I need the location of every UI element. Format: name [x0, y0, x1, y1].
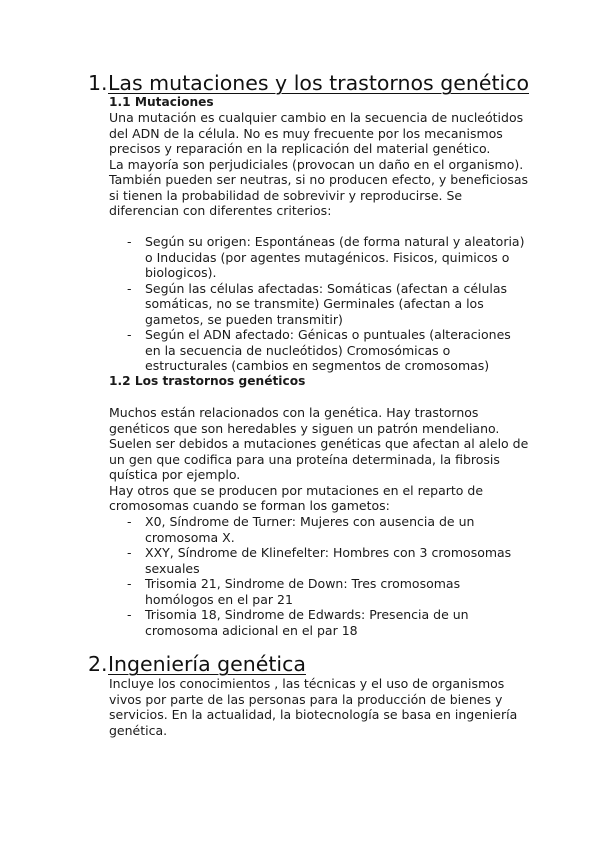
list-item-text: X0, Síndrome de Turner: Mujeres con ausencia de un cromosoma X.: [145, 514, 475, 545]
subsection-1-2-title: 1.2 Los trastornos genéticos: [109, 374, 306, 388]
list-item-text: Según su origen: Espontáneas (de forma natural y aleatoria) o Inducidas (por agentes mutagénicos. Fisicos, quimicos o biologicos).: [145, 234, 525, 280]
list-item: - Según el ADN afectado: Génicas o puntuales (alteraciones en la secuencia de nucleótidos) Cromosómicas o estructurales (cambios en segmentos de cromosomas): [127, 327, 511, 373]
paragraph: Incluye los conocimientos , las técnicas y el uso de organismos vivos por parte de las personas para la producción de bienes y servicios. En la actualidad, la biotecnología se basa en ingeniería genética.: [109, 676, 518, 738]
section-2-title: Ingeniería genética: [108, 652, 306, 676]
subsection-1-1-title: 1.1 Mutaciones: [109, 95, 214, 109]
paragraph: Muchos están relacionados con la genética. Hay trastornos genéticos que son heredables y siguen un patrón mendeliano. Suelen ser debidos a mutaciones genéticas que afectan al alelo de un gen que codifica para una proteína determinada, la fibrosis quística por ejemplo.: [109, 405, 529, 482]
section-1-heading: [88, 71, 529, 95]
paragraph: Una mutación es cualquier cambio en la secuencia de nucleótidos del ADN de la célula. No es muy frecuente por los mecanismos precisos y reparación en la replicación del material genético.: [109, 110, 524, 156]
list-item-text: Según las células afectadas: Somáticas (afectan a células somáticas, no se transmite) Germinales (afectan a los gametos, se pueden transmitir): [145, 280, 508, 327]
section-2-heading: [88, 652, 306, 676]
section-2-number: 2.: [88, 652, 108, 676]
section-2-text: [109, 676, 529, 738]
list-item-text: Trisomia 18, Sindrome de Edwards: Presencia de un cromosoma adicional en el par 18: [145, 607, 469, 638]
mutation-criteria-list: [109, 234, 529, 374]
list-item: - XXY, Síndrome de Klinefelter: Hombres con 3 cromosomas sexuales: [127, 545, 512, 576]
subsection-1-1-text: [109, 110, 529, 219]
list-item-text: Trisomia 21, Sindrome de Down: Tres cromosomas homólogos en el par 21: [145, 576, 461, 607]
paragraph: La mayoría son perjudiciales (provocan un daño en el organismo). También pueden ser neutras, si no producen efecto, y beneficiosas si tienen la probabilidad de sobrevivir y reproducirse. Se diferencian con diferentes criterios:: [109, 156, 529, 218]
list-item: - Trisomia 18, Sindrome de Edwards: Presencia de un cromosoma adicional en el par 18: [127, 607, 469, 638]
list-item: - Según las células afectadas: Somáticas (afectan a células somáticas, no se transmite) Germinales (afectan a los gametos, se pueden transmitir): [127, 280, 508, 327]
list-item-text: XXY, Síndrome de Klinefelter: Hombres con 3 cromosomas sexuales: [145, 545, 512, 576]
section-1-title: Las mutaciones y los trastornos genético: [108, 71, 530, 95]
disorders-list: [109, 514, 529, 638]
list-item-text: Según el ADN afectado: Génicas o puntuales (alteraciones en la secuencia de nucleótidos) Cromosómicas o estructurales (cambios en segmentos de cromosomas): [145, 327, 511, 373]
subsection-1-2-text: [109, 405, 529, 514]
paragraph: Hay otros que se producen por mutaciones en el reparto de cromosomas cuando se forman los gametos:: [109, 482, 484, 513]
list-item: - Trisomia 21, Sindrome de Down: Tres cromosomas homólogos en el par 21: [127, 576, 461, 607]
section-1-number: 1.: [88, 71, 108, 95]
list-item: - Según su origen: Espontáneas (de forma natural y aleatoria) o Inducidas (por agentes mutagénicos. Fisicos, quimicos o biologicos).: [127, 234, 525, 280]
list-item: - X0, Síndrome de Turner: Mujeres con ausencia de un cromosoma X.: [127, 514, 475, 545]
